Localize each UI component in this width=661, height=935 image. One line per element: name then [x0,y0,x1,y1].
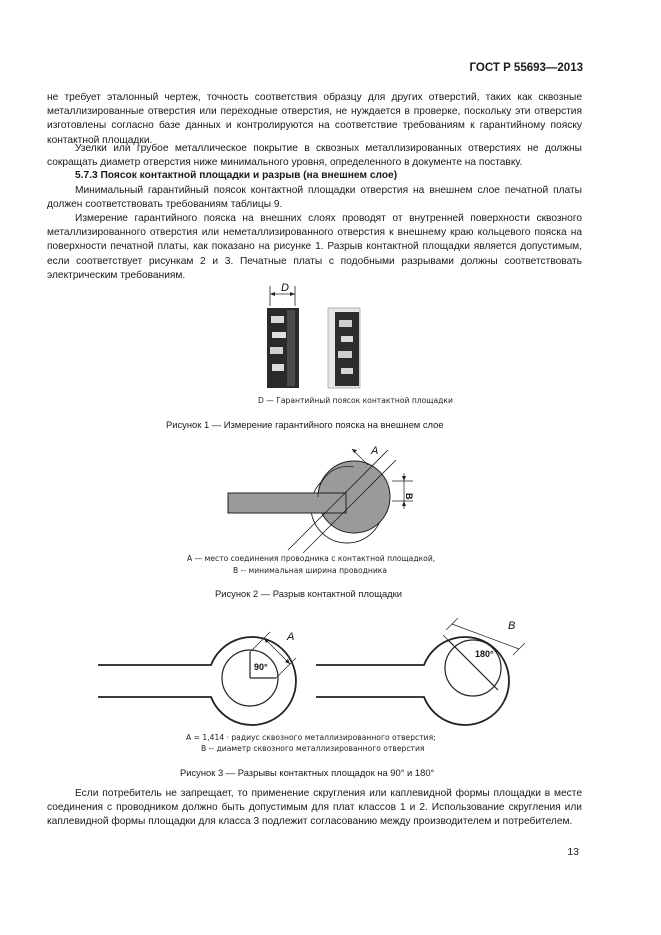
figure-3-angle-right: 180° [475,649,494,659]
figure-3-label-b: B [508,620,516,632]
paragraph-5: Если потребитель не запрещает, то применение скругления или каплевидной формы площадки в месте соединения с проводником должно быть допустимым для плат классов 1 и 2. Использование скругления или каплевидной формы площадки для класса 3 подлежит согласованию между производителем и потребителем. [47,788,582,828]
figure-2-legend-b: B -- минимальная ширина проводника [233,566,388,575]
figure-2-drawing [228,445,418,550]
paragraph-1: не требует эталонный чертеж, точность соответствия образцу для других отверстий, таких как сквозные металлизированные отверстия или переходные отверстия, не нуждается в проверке, поскольку эти отверстия изготовлены согласно базе данных и контролируются на соответствие требованиям к гарантийному пояску контактной площадки. [47,92,582,146]
figure-2-label-b: B [404,493,414,500]
paragraph-4: Измерение гарантийного пояска на внешних слоях проводят от внутренней поверхности сквозного металлизированного отверстия или неметаллизированного отверстия к внешнему краю кольцевого пояска на поверхности печатной платы, как показано на рисунке 1. Разрыв контактной площадки является допустимым, если соответствует рисункам 2 и 3. Печатные платы с подобными разрывами должны соответствовать электрическим требованиям. [47,213,582,281]
figure-3-legend-a: A = 1,414 · радиус сквозного металлизированного отверстия; [186,733,436,742]
figure-2-legend-a: A — место соединения проводника с контактной площадкой, [187,554,436,563]
figure-3-drawing [98,620,538,730]
document-standard-header: ГОСТ Р 55693—2013 [469,62,583,74]
figure-3-label-a: A [287,631,295,643]
paragraph-2: Узелки или грубое металлическое покрытие в сквозных металлизированных отверстиях не должны сокращать диаметр отверстия ниже минимального уровня, определенного в документе на поставку. [47,143,582,169]
figure-3-caption: Рисунок 3 — Разрывы контактных площадок на 90° и 180° [180,767,435,778]
figure-3-angle-left: 90° [254,662,268,672]
figure-1-drawing [255,280,365,392]
paragraph-3: Минимальный гарантийный поясок контактной площадки отверстия на внешнем слое печатной платы должен соответствовать требованиям таблицы 9. [47,185,582,211]
figure-3-legend-b: B -- диаметр сквозного металлизированного отверстия [201,744,425,753]
figure-1-legend: D — Гарантийный поясок контактной площадки [258,396,453,405]
figure-2-caption: Рисунок 2 — Разрыв контактной площадки [215,588,402,599]
figure-1-dim-label: D [281,282,289,294]
figure-1-caption: Рисунок 1 — Измерение гарантийного пояска на внешнем слое [166,419,444,430]
section-heading: 5.7.3 Поясок контактной площадки и разрыв (на внешнем слое) [75,170,398,181]
page-number: 13 [567,846,579,858]
figure-2-label-a: A [371,445,379,457]
